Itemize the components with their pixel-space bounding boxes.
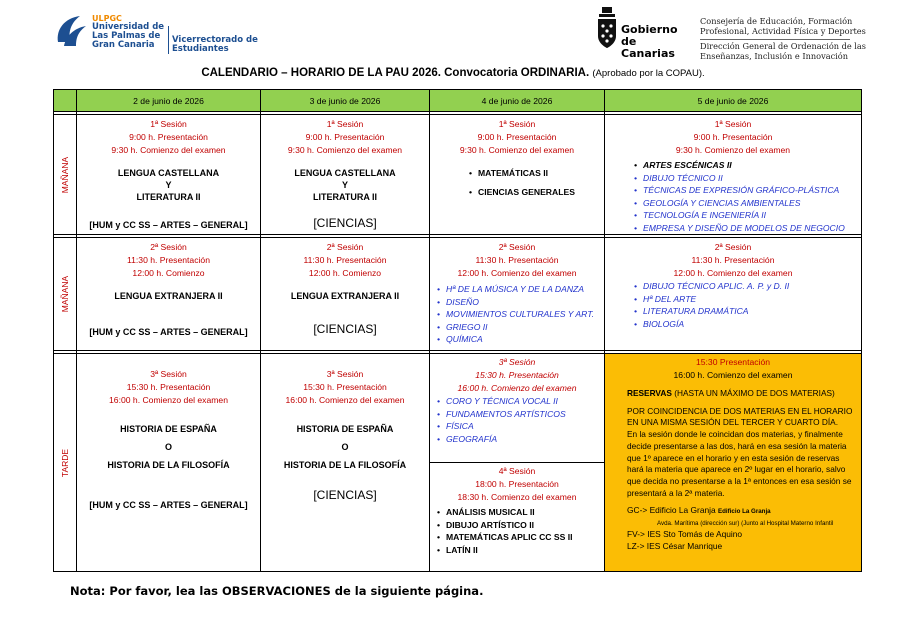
subject: HISTORIA DE ESPAÑA <box>120 424 217 434</box>
start-time: 12:00 h. Comienzo <box>308 268 382 278</box>
presentation-time: 11:30 h. Presentación <box>475 255 559 265</box>
subject: HISTORIA DE ESPAÑA <box>296 424 394 434</box>
subject-item: • LATÍN II <box>436 544 604 557</box>
gobierno-name: Gobierno de Canarias <box>621 23 678 60</box>
subject: LITERATURA II <box>136 192 201 202</box>
start-time: 12:00 h. Comienzo del examen <box>457 268 577 278</box>
s1-2june-cell <box>77 115 261 235</box>
footer-note: Nota: Por favor, lea las OBSERVACIONES de la siguiente página. <box>70 584 484 598</box>
presentation-time: 15:30 h. Presentación <box>303 382 387 392</box>
subject-item: • DIBUJO TÉCNICO APLIC. A. P. y D. II <box>633 280 861 293</box>
subject-list <box>430 506 604 556</box>
start-time: 16:00 h. Comienzo del examen <box>457 383 577 393</box>
start-time: 9:30 h. Comienzo del examen <box>459 145 575 155</box>
coat-of-arms-icon <box>596 6 618 50</box>
session-label: 2ª Sesión <box>150 242 187 252</box>
start-time: 16:00 h. Comienzo del examen <box>109 395 228 405</box>
s2-4june-cell <box>430 238 605 351</box>
subject-item: • ANÁLISIS MUSICAL II <box>436 506 604 519</box>
subject-item: • QUÍMICA <box>436 333 604 346</box>
reservas-title: RESERVAS <box>627 388 672 398</box>
s2-3june-cell <box>261 238 430 351</box>
reservas-limit: (HASTA UN MÁXIMO DE DOS MATERIAS) <box>674 388 835 398</box>
subject-item: • FÍSICA <box>436 420 604 433</box>
subject-item: • Hª DEL ARTE <box>633 293 861 306</box>
page-title <box>0 67 906 79</box>
group-tag: [HUM y CC SS – ARTES – GENERAL] <box>89 220 248 230</box>
session-label: 1ª Sesión <box>498 119 536 129</box>
presentation-time: 18:00 h. Presentación <box>475 479 559 489</box>
subject-list <box>605 280 861 330</box>
start-time: 16:00 h. Comienzo del examen <box>285 395 405 405</box>
session-label: 2ª Sesión <box>326 242 364 252</box>
s1-5june-cell <box>605 115 862 235</box>
start-time: 18:30 h. Comienzo del examen <box>457 492 577 502</box>
presentation-time: 11:30 h. Presentación <box>303 255 387 265</box>
location-gc: GC-> Edificio La Granja Edificio La Granja <box>627 505 771 516</box>
ulpgc-emblem-icon <box>54 12 88 50</box>
group-tag: [HUM y CC SS – ARTES – GENERAL] <box>89 500 248 510</box>
s2-2june-cell <box>77 238 261 351</box>
session-label: 3ª Sesión <box>326 369 364 379</box>
session-label: 1ª Sesión <box>714 119 752 129</box>
period-label-morning-2: MAÑANA <box>54 238 77 351</box>
subject-item: • GRIEGO II <box>436 321 604 334</box>
ulpgc-acronym: ULPGC <box>92 14 122 23</box>
day-header-4-june: 4 de junio de 2026 <box>430 90 605 112</box>
subject: LITERATURA II <box>313 192 377 202</box>
subject-item: • DIBUJO TÉCNICO II <box>633 172 861 185</box>
s3-2june-cell <box>77 354 261 572</box>
subject-item: • LITERATURA DRAMÁTICA <box>633 305 861 318</box>
subject-item: • Hª DE LA MÚSICA Y DE LA DANZA <box>436 283 604 296</box>
presentation-time: 11:30 h. Presentación <box>691 255 775 265</box>
session-label: 1ª Sesión <box>150 119 187 129</box>
day-header-2-june: 2 de junio de 2026 <box>77 90 261 112</box>
subject-list <box>605 159 861 234</box>
subject-connector: O <box>341 442 349 452</box>
subject-item: • DIBUJO ARTÍSTICO II <box>436 519 604 532</box>
subject-connector: Y <box>165 180 172 190</box>
presentation-time: 9:00 h. Presentación <box>693 132 773 142</box>
subject-item: • CORO Y TÉCNICA VOCAL II <box>436 395 604 408</box>
subject-item: • MOVIMIENTOS CULTURALES Y ART. <box>436 308 604 321</box>
subject-item: • EMPRESA Y DISEÑO DE MODELOS DE NEGOCIO <box>633 222 861 235</box>
ulpgc-name: Universidad de Las Palmas de Gran Canaria <box>92 22 165 50</box>
reservas-instructions: En la sesión donde le coincidan dos materias, y finalmente decide presentarse a las dos, hará en esa sesión la materia que 1º aparece en el horario y en esta sesión de reservas hará la materia que aparece en 2º lugar en el horario, salvo que decida no presentarse a la 1ª entonces en esa sesión se presentará a la 2ª materia. <box>627 429 852 498</box>
reservas-cell <box>605 354 862 572</box>
ulpgc-logo <box>54 12 258 56</box>
group-tag: [HUM y CC SS – ARTES – GENERAL] <box>89 327 248 337</box>
subject: LENGUA EXTRANJERA II <box>114 291 223 301</box>
session-3-block <box>430 354 604 462</box>
start-time: 9:30 h. Comienzo del examen <box>675 145 791 155</box>
group-tag: [CIENCIAS] <box>313 488 377 502</box>
presentation-time: 11:30 h. Presentación <box>127 255 210 265</box>
gobierno-divider <box>700 39 850 40</box>
start-time: 9:30 h. Comienzo del examen <box>111 145 226 155</box>
session-label: 2ª Sesión <box>714 242 752 252</box>
exam-calendar-table <box>53 89 862 572</box>
start-time: 9:30 h. Comienzo del examen <box>287 145 403 155</box>
title-main: CALENDARIO – HORARIO DE LA PAU 2026. Convocatoria ORDINARIA. <box>201 67 590 79</box>
subject-list <box>430 395 604 445</box>
presentation-time: 15:30 h. Presentación <box>475 370 559 380</box>
subject-connector: Y <box>341 180 348 190</box>
subject-list <box>430 283 604 346</box>
start-time: 12:00 h. Comienzo <box>132 268 205 278</box>
subject-item: • BIOLOGÍA <box>633 318 861 331</box>
subject-item: • GEOLOGÍA Y CIENCIAS AMBIENTALES <box>633 197 861 210</box>
presentation-time: 9:00 h. Presentación <box>305 132 385 142</box>
direccion-general-name: Dirección General de Ordenación de las Enseñanzas, Inclusión e Innovación <box>700 41 867 61</box>
session-label: 1ª Sesión <box>326 119 364 129</box>
s3-s4-4june-cell <box>430 354 605 572</box>
s2-5june-cell <box>605 238 862 351</box>
reservas-heading <box>605 388 861 400</box>
subject-item: • TECNOLOGÍA E INGENIERÍA II <box>633 209 861 222</box>
ulpgc-vicerrectorado: Vicerrectorado de Estudiantes <box>172 35 258 54</box>
reservas-reason: POR COINCIDENCIA DE DOS MATERIAS EN EL HORARIO EN UNA MISMA SESIÓN DEL TERCER Y CUARTO DÍA. <box>627 405 853 428</box>
subject: LENGUA EXTRANJERA II <box>290 291 400 301</box>
subject-item: • MATEMÁTICAS APLIC CC SS II <box>436 531 604 544</box>
subject-item: • FUNDAMENTOS ARTÍSTICOS <box>436 408 604 421</box>
session-3-row <box>54 354 862 572</box>
day-header-row <box>54 90 862 112</box>
subject-item: • ARTES ESCÉNICAS II <box>633 159 861 172</box>
period-label-afternoon: TARDE <box>54 354 77 572</box>
consejeria-name: Consejería de Educación, Formación Profesional, Actividad Física y Deportes <box>700 16 866 36</box>
subject-item: • TÉCNICAS DE EXPRESIÓN GRÁFICO-PLÁSTICA <box>633 184 861 197</box>
group-tag: [CIENCIAS] <box>313 322 377 336</box>
presentation-time: 9:00 h. Presentación <box>129 132 208 142</box>
session-2-row <box>54 238 862 351</box>
subject: LENGUA CASTELLANA <box>294 168 396 178</box>
day-header-3-june: 3 de junio de 2026 <box>261 90 430 112</box>
gobierno-canarias-logo <box>596 6 896 66</box>
session-label: 3ª Sesión <box>498 357 536 367</box>
subject-item: • CIENCIAS GENERALES <box>468 186 604 199</box>
s1-3june-cell <box>261 115 430 235</box>
session-label: 2ª Sesión <box>498 242 536 252</box>
s3-3june-cell <box>261 354 430 572</box>
corner-header <box>54 90 77 112</box>
subject: LENGUA CASTELLANA <box>117 168 220 178</box>
presentation-time: 15:30 Presentación <box>695 357 771 367</box>
presentation-time: 9:00 h. Presentación <box>477 132 557 142</box>
start-time: 12:00 h. Comienzo del examen <box>673 268 793 278</box>
group-tag: [CIENCIAS] <box>313 216 377 230</box>
location-fv: FV-> IES Sto Tomás de Aquino <box>627 529 743 540</box>
subject-item: • GEOGRAFÍA <box>436 433 604 446</box>
day-header-5-june: 5 de junio de 2026 <box>605 90 862 112</box>
subject-list <box>430 167 604 198</box>
session-4-block <box>430 462 604 571</box>
session-label: 4ª Sesión <box>498 466 536 476</box>
ulpgc-divider <box>168 26 169 54</box>
subject-connector: O <box>164 442 172 452</box>
start-time: 16:00 h. Comienzo del examen <box>673 370 793 380</box>
location-lz: LZ-> IES César Manrique <box>627 541 723 552</box>
location-gc-address: Avda. Marítima (dirección sur) (Junto al Hospital Materno Infantil <box>657 520 834 528</box>
presentation-time: 15:30 h. Presentación <box>126 382 211 392</box>
title-approval: (Aprobado por la COPAU). <box>592 68 705 79</box>
s1-4june-cell <box>430 115 605 235</box>
subject-item: • DISEÑO <box>436 296 604 309</box>
subject-item: • MATEMÁTICAS II <box>468 167 604 180</box>
subject: HISTORIA DE LA FILOSOFÍA <box>283 460 407 470</box>
session-1-row <box>54 115 862 235</box>
period-label-morning-1: MAÑANA <box>54 115 77 235</box>
subject: HISTORIA DE LA FILOSOFÍA <box>107 460 230 470</box>
session-label: 3ª Sesión <box>150 369 187 379</box>
